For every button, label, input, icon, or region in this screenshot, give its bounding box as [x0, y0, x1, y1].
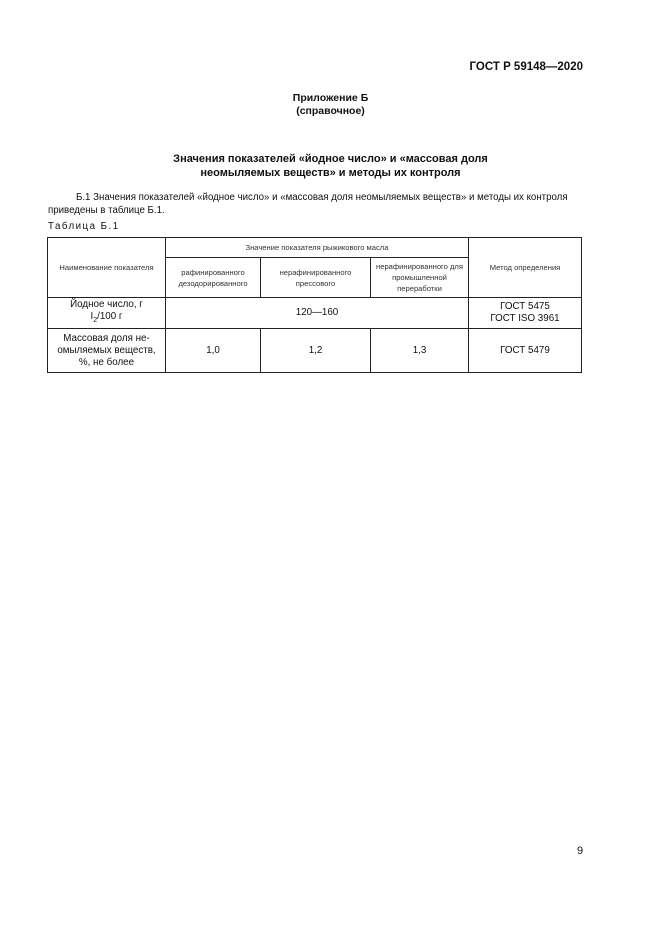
- header-values-group: Значение показателя рыжикового масла: [166, 238, 469, 258]
- table-caption: Таблица Б.1: [48, 221, 120, 232]
- unsap-name-line-2: омыляемых веществ,: [57, 344, 156, 356]
- header-unrefined-industrial: нерафинированного для промышленной переработки: [371, 258, 469, 298]
- standard-number: ГОСТ Р 59148—2020: [469, 61, 583, 73]
- section-title: [0, 152, 661, 180]
- iodine-method-2: ГОСТ ISO 3961: [490, 313, 560, 324]
- iodine-symbol: I: [90, 311, 94, 323]
- header-name: Наименование показателя: [48, 238, 166, 298]
- header-method: Метод определения: [469, 238, 582, 298]
- table-row: [48, 329, 582, 373]
- row-unsaponifiable-name: [48, 329, 166, 373]
- indicators-table: [47, 237, 582, 373]
- header-unrefined-pressed: нерафинированного прессового: [261, 258, 371, 298]
- annex-title: Приложение Б: [292, 92, 369, 104]
- iodine-name-line-1: Йодное число, г: [70, 299, 143, 311]
- row-unsap-value-industrial: 1,3: [371, 329, 469, 373]
- annex-header: [0, 92, 661, 118]
- annex-type: (справочное): [296, 105, 365, 117]
- page-number: 9: [577, 845, 584, 857]
- paragraph-b1: Б.1 Значения показателей «йодное число» и «массовая доля неомыляемых веществ» и методы их контроля приведены в таблице Б.1.: [48, 192, 568, 216]
- row-unsap-method: ГОСТ 5479: [469, 329, 582, 373]
- section-title-line-2: неомыляемых веществ» и методы их контроля: [200, 167, 461, 179]
- iodine-unit: /100 г: [97, 311, 123, 323]
- header-refined: рафинированного дезодорированного: [166, 258, 261, 298]
- iodine-subscript: 2: [93, 316, 98, 324]
- iodine-method-1: ГОСТ 5475: [500, 301, 550, 312]
- iodine-name-line-2: [51, 311, 162, 327]
- unsap-name-line-1: Массовая доля не-: [63, 332, 150, 344]
- row-unsap-value-pressed: 1,2: [261, 329, 371, 373]
- row-iodine-name: [48, 298, 166, 329]
- row-iodine-method: [469, 298, 582, 329]
- table-row: [48, 298, 582, 329]
- row-iodine-value: 120—160: [166, 298, 469, 329]
- table-header-row-1: [48, 238, 582, 258]
- section-title-line-1: Значения показателей «йодное число» и «массовая доля: [173, 153, 488, 165]
- row-unsap-value-refined: 1,0: [166, 329, 261, 373]
- unsap-name-line-3: %, не более: [78, 356, 135, 368]
